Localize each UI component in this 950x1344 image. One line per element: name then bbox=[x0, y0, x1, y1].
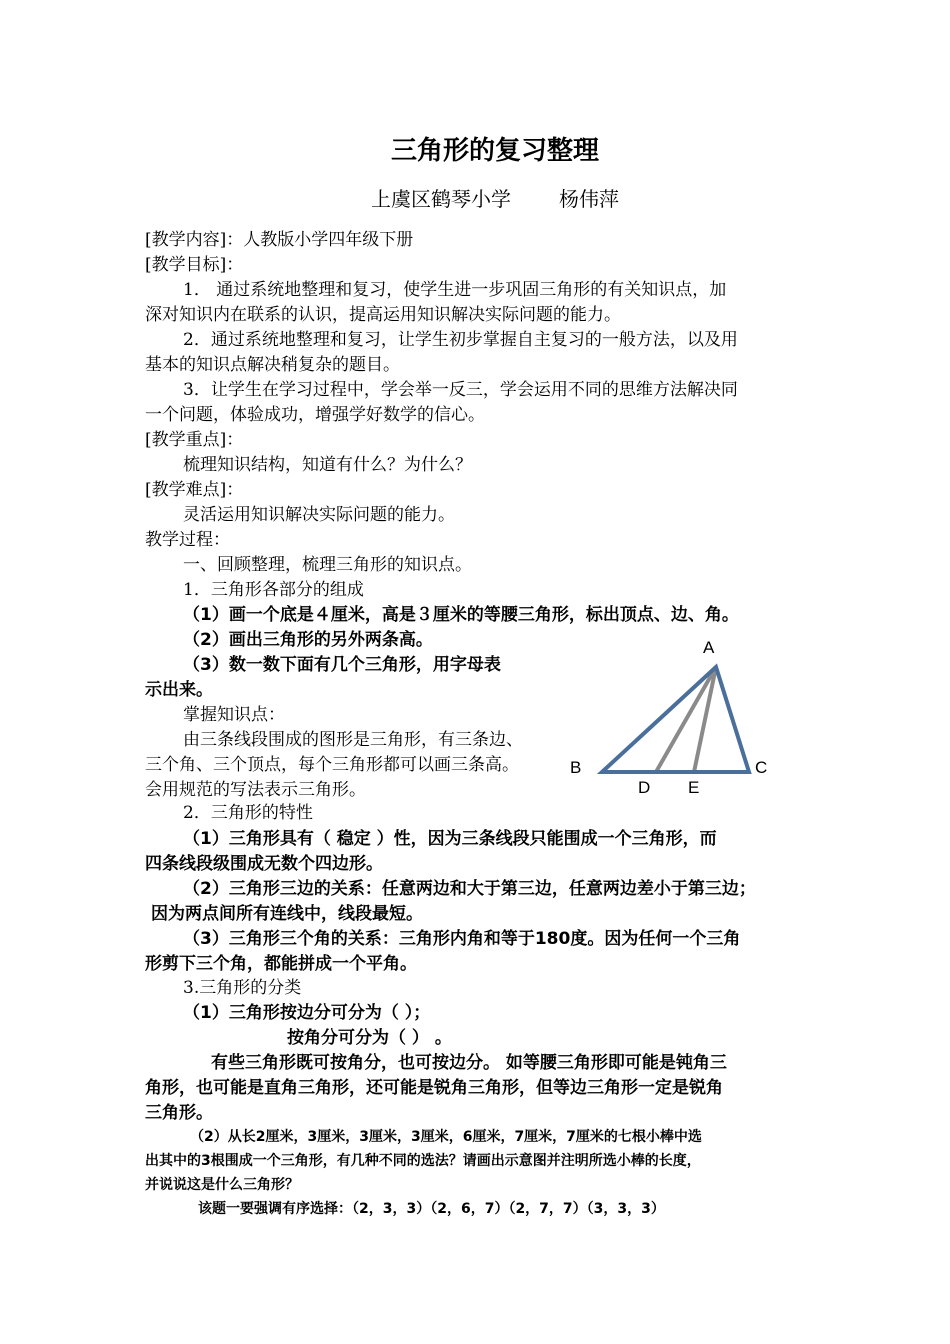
point-label-d: D bbox=[638, 778, 651, 797]
property-1-line-1: （1）三角形具有（ 稳定 ）性，因为三条线段只能围成一个三角形，而 bbox=[183, 829, 717, 849]
property-2-line-2: 因为两点间所有连线中，线段最短。 bbox=[151, 904, 423, 924]
point-label-e: E bbox=[688, 778, 700, 797]
question-1: （1）画一个底是４厘米，高是３厘米的等腰三角形，标出顶点、边、角。 bbox=[183, 605, 739, 625]
author-line bbox=[0, 185, 950, 213]
answer-note: 该题一要强调有序选择：（2，3，3）（2，6，7）（2，7，7）（3，3，3） bbox=[198, 1201, 665, 1217]
classify-note-line-3: 三角形。 bbox=[145, 1103, 213, 1123]
process-heading: 教学过程： bbox=[145, 530, 230, 550]
vertex-label-b: B bbox=[570, 758, 582, 777]
classify-question-2-line-1: （2）从长2厘米，3厘米，3厘米，3厘米，6厘米，7厘米，7厘米的七根小棒中选 bbox=[190, 1129, 702, 1145]
triangle-figure bbox=[560, 632, 780, 802]
property-3-line-1: （3）三角形三个角的关系：三角形内角和等于180度。因为任何一个三角 bbox=[183, 929, 741, 949]
section-1-heading: 一、回顾整理，梳理三角形的知识点。 bbox=[183, 555, 472, 575]
property-3-line-2: 形剪下三个角，都能拼成一个平角。 bbox=[145, 954, 417, 974]
vertex-label-c: C bbox=[755, 758, 768, 777]
goal-3-line-2: 一个问题，体验成功，增强学好数学的信心。 bbox=[145, 405, 485, 425]
property-1-line-2: 四条线段级围成无数个四边形。 bbox=[145, 854, 383, 874]
master-line-3: 会用规范的写法表示三角形。 bbox=[145, 780, 366, 800]
classify-question-2-line-2: 出其中的3根围成一个三角形，有几种不同的选法？请画出示意图并注明所选小棒的长度， bbox=[145, 1153, 701, 1169]
question-3-line-2: 示出来。 bbox=[145, 680, 213, 700]
master-line-1: 由三条线段围成的图形是三角形，有三条边、 bbox=[183, 730, 523, 750]
goal-2-line-2: 基本的知识点解决稍复杂的题目。 bbox=[145, 355, 400, 375]
classify-note-line-2: 角形，也可能是直角三角形，还可能是锐角三角形，但等边三角形一定是锐角 bbox=[145, 1078, 723, 1098]
master-heading: 掌握知识点： bbox=[183, 705, 285, 725]
question-3-line-1: （3）数一数下面有几个三角形，用字母表 bbox=[183, 655, 501, 675]
classify-question-1-line-1: （1）三角形按边分可分为（ ）； bbox=[183, 1003, 431, 1023]
subsection-3-title: 3.三角形的分类 bbox=[183, 978, 302, 998]
school-name: 上虞区鹤琴小学 bbox=[371, 187, 511, 211]
goals-heading: [教学目标]： bbox=[145, 255, 244, 275]
key-text: 梳理知识结构，知道有什么？为什么？ bbox=[183, 455, 472, 475]
goal-1-line-2: 深对知识内在联系的认识，提高运用知识解决实际问题的能力。 bbox=[145, 305, 621, 325]
subsection-2-title: 2．三角形的特性 bbox=[183, 803, 313, 823]
property-2-line-1: （2）三角形三边的关系：任意两边和大于第三边，任意两边差小于第三边； bbox=[183, 879, 756, 899]
difficulty-heading: [教学难点]： bbox=[145, 480, 244, 500]
goal-2-line-1: 2．通过系统地整理和复习，让学生初步掌握自主复习的一般方法，以及用 bbox=[183, 330, 738, 350]
classify-question-1-line-2: 按角分可分为（ ） 。 bbox=[287, 1028, 452, 1048]
goal-1-line-1: 1． 通过系统地整理和复习，使学生进一步巩固三角形的有关知识点，加 bbox=[183, 280, 727, 300]
subsection-1-title: 1．三角形各部分的组成 bbox=[183, 580, 364, 600]
goal-3-line-1: 3．让学生在学习过程中，学会举一反三，学会运用不同的思维方法解决同 bbox=[183, 380, 738, 400]
vertex-label-a: A bbox=[703, 638, 715, 657]
classify-question-2-line-3: 并说说这是什么三角形？ bbox=[145, 1177, 299, 1193]
triangle-abc bbox=[602, 667, 749, 772]
teaching-content: [教学内容]：人教版小学四年级下册 bbox=[145, 230, 414, 250]
page-title: 三角形的复习整理 bbox=[390, 136, 599, 166]
difficulty-text: 灵活运用知识解决实际问题的能力。 bbox=[183, 505, 455, 525]
key-heading: [教学重点]： bbox=[145, 430, 244, 450]
question-2: （2）画出三角形的另外两条高。 bbox=[183, 630, 433, 650]
classify-note-line-1: 有些三角形既可按角分，也可按边分。 如等腰三角形即可能是钝角三 bbox=[211, 1053, 727, 1073]
author-name: 杨伟萍 bbox=[559, 187, 619, 211]
master-line-2: 三个角、三个顶点，每个三角形都可以画三条高。 bbox=[145, 755, 519, 775]
